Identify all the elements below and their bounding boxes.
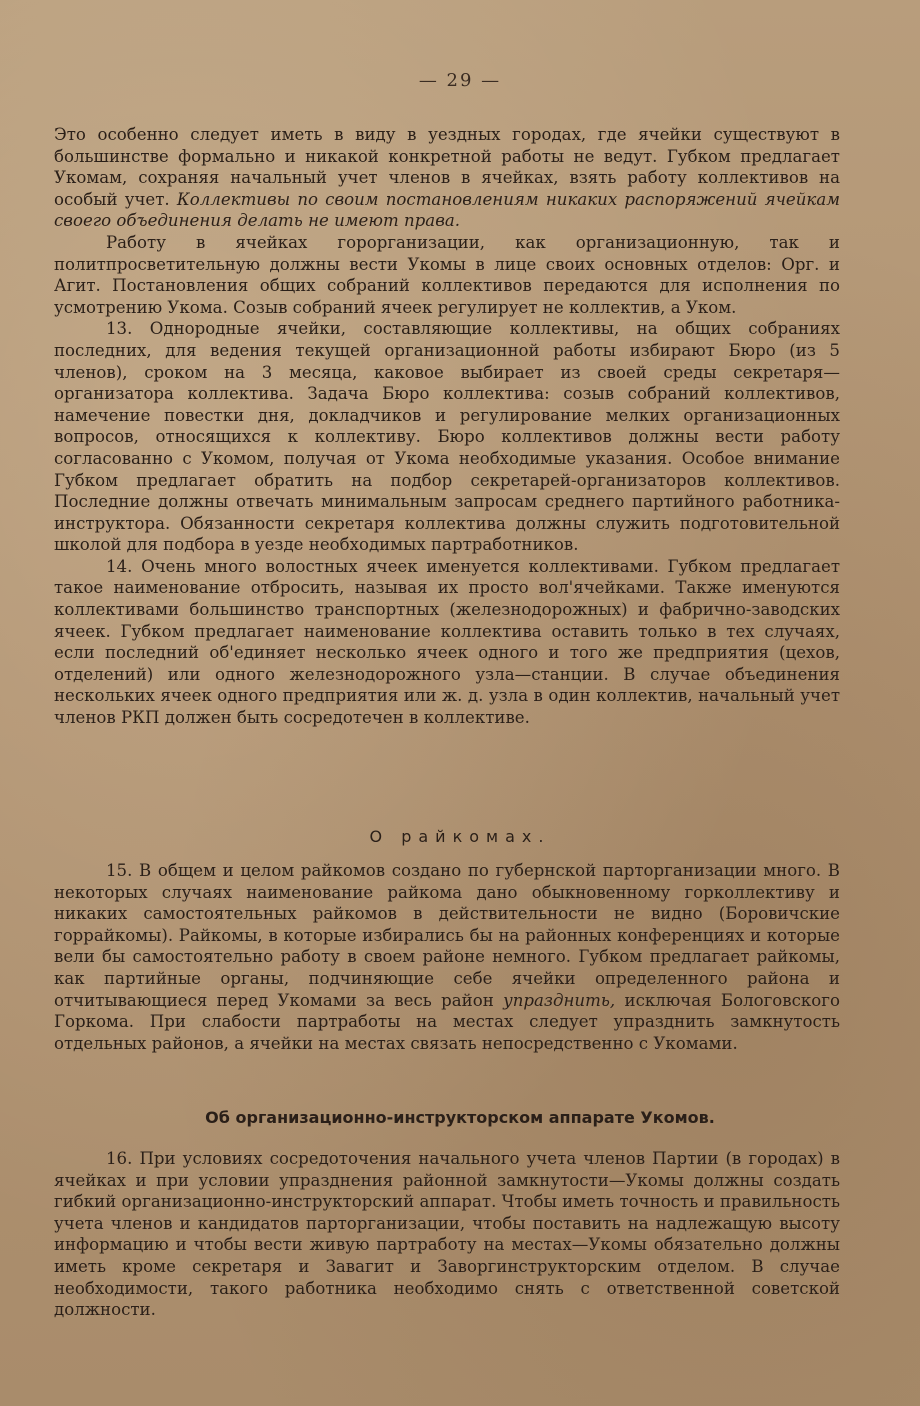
intro-section xyxy=(54,124,840,729)
paragraph-15-rest: исключая Бологовского Горкома. При слабости партработы на местах следует упразднить замкнутость отдельных районов, а ячейки на местах связать непосредственно с Укомами. xyxy=(54,990,840,1053)
page-number: — 29 — xyxy=(418,70,502,91)
section-heading-apparatus: Об организационно-инструкторском аппарате Укомов. xyxy=(205,1108,715,1127)
apparatus-section xyxy=(54,1148,840,1321)
paragraph-gororg: Работу в ячейках горорганизации, как организационную, так и политпросветительную должны вести Укомы в лице своих основных отделов: Орг. и Агит. Постановления общих собраний коллективов передаются для исполнения по усмотрению Укома. Созыв собраний ячеек регулирует не коллектив, а Уком. xyxy=(54,232,840,317)
paragraph-15-italic: упразднить, xyxy=(503,990,616,1010)
paragraph-15 xyxy=(54,860,840,1054)
section-heading-raikoms: О райкомах. xyxy=(369,827,551,846)
paragraph-intro-italic: Коллективы по своим постановлениям никаких распоряжений ячейкам своего объединения делать не имеют права. xyxy=(54,189,840,231)
paragraph-15-text: 15. В общем и целом райкомов создано по губернской парторганизации много. В некоторых случаях наименование райкома дано обыкновенному горколлективу и никаких самостоятельных райкомов в действительности не видно (Боровичские горрайкомы). Райкомы, в которые избирались бы на районных конференциях и которые вели бы самостоятельно работу в своем районе немного. Губком предлагает райкомы, как партийные органы, подчиняющие себе ячейки определенного района и отчитывающиеся перед Укомами за весь район xyxy=(54,861,840,1010)
paragraph-intro-text: Это особенно следует иметь в виду в уездных городах, где ячейки существуют в большинстве формально и никакой конкретной работы не ведут. Губком предлагает Укомам, сохраняя начальный учет членов в ячейках, взять работу коллективов на особый учет. xyxy=(54,125,840,209)
paragraph-13: 13. Однородные ячейки, составляющие коллективы, на общих собраниях последних, для ведения текущей организационной работы избирают Бюро (из 5 членов), сроком на 3 месяца, каковое выбирает из своей среды секретаря—организатора коллектива. Задача Бюро коллектива: созыв собраний коллективов, намечение повестки дня, докладчиков и регулирование мелких организационных вопросов, относящихся к коллективу. Бюро коллективов должны вести работу согласованно с Укомом, получая от Укома необходимые указания. Особое внимание Губком предлагает обратить на подбор секретарей-организаторов коллективов. Последние должны отвечать минимальным запросам среднего партийного работника-инструктора. Обязанности секретаря коллектива должны служить подготовительной школой для подбора в уезде необходимых партработников. xyxy=(54,319,840,555)
raikoms-section xyxy=(54,860,840,1054)
paragraph-intro xyxy=(54,124,840,232)
paragraph-14: 14. Очень много волостных ячеек именуется коллективами. Губком предлагает такое наименование отбросить, называя их просто вол'ячейками. Также именуются коллективами большинство транспортных (железнодорожных) и фабрично-заводских ячеек. Губком предлагает наименование коллектива оставить только в тех случаях, если последний об'единяет несколько ячеек одного и того же предприятия (цехов, отделений) или одного железнодорожного узла—станции. В случае объединения нескольких ячеек одного предприятия или ж. д. узла в один коллектив, начальный учет членов РКП должен быть сосредотечен в коллективе. xyxy=(54,556,840,728)
paragraph-16: 16. При условиях сосредоточения начального учета членов Партии (в городах) в ячейках и при условии упразднения районной замкнутости—Укомы должны создать гибкий организационно-инструкторский аппарат. Чтобы иметь точность и правильность учета членов и кандидатов парторганизации, чтобы поставить на надлежащую высоту информацию и чтобы вести живую партработу на местах—Укомы обязательно должны иметь кроме секретаря и Завагит и Заворгинструкторским отделом. В случае необходимости, такого работника необходимо снять с ответственной советской должности. xyxy=(54,1149,840,1320)
